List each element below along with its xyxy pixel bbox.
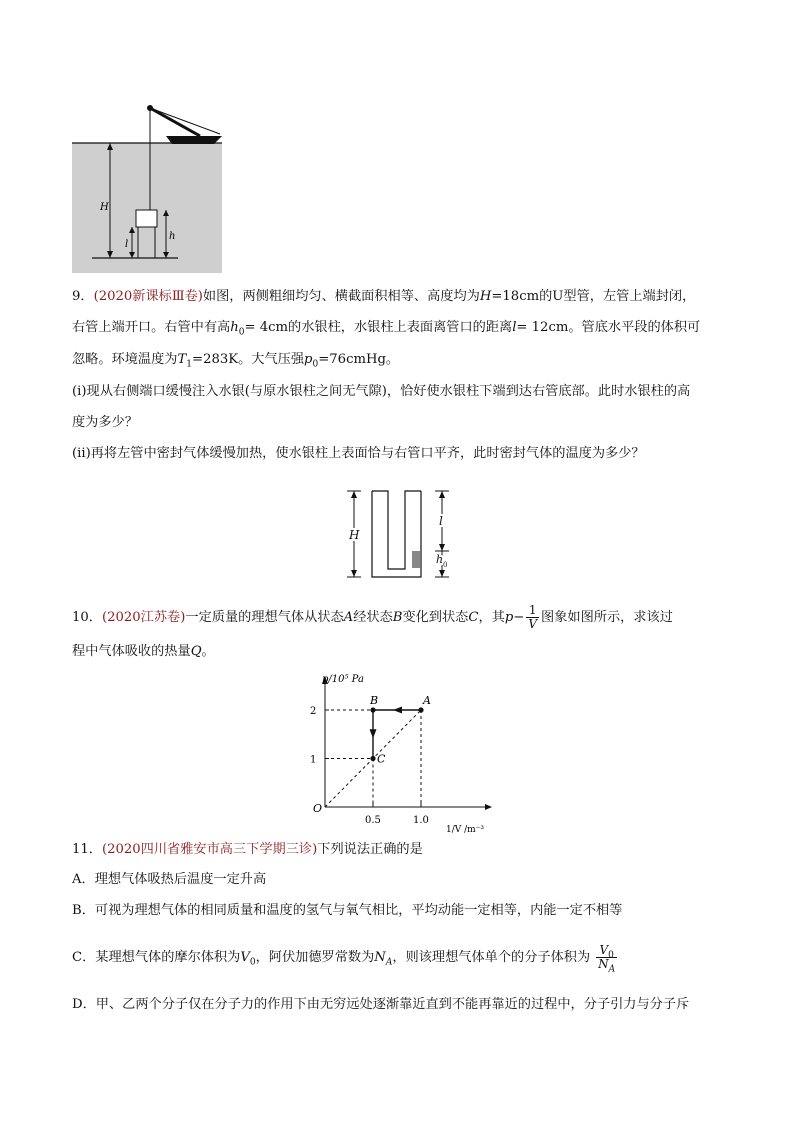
h0-arrow-bottom (439, 570, 445, 577)
label-h0-sub: 0 (443, 561, 448, 569)
q10-text: 程中气体吸收的热量 (72, 644, 191, 659)
fraction-numerator (596, 943, 617, 961)
x-tick-label: 0.5 (365, 815, 381, 826)
y-axis-label: p/10⁵ Pa (322, 674, 364, 685)
q9-source: (2020新课标Ⅲ卷) (93, 289, 203, 304)
q9-text: =76cmHg。 (318, 352, 400, 367)
point-label-A: A (423, 694, 431, 707)
crane-stay (150, 108, 220, 134)
q10-var-Q: Q (190, 644, 202, 659)
q11-option-d: D．甲、乙两个分子仅在分子力的作用下由无穷远处逐渐靠近直到不能再靠近的过程中，分子引力与分子斥 (72, 997, 690, 1012)
block (136, 210, 157, 227)
p-v-chart (300, 668, 500, 833)
q10-text: 。 (201, 644, 215, 659)
boat-hull (166, 136, 222, 144)
q9-line-5: 度为多少？ (72, 415, 138, 430)
x-axis-arrow (485, 804, 492, 810)
q9-text: 右管上端开口。右管中有高 (72, 320, 231, 335)
q11-text: C．某理想气体的摩尔体积为 (72, 950, 241, 965)
H-arrow-top (351, 491, 357, 498)
l-arrow-bottom (439, 544, 445, 551)
fraction-numerator: 1 (526, 604, 539, 618)
point-A (418, 707, 423, 712)
q10-text: 一定质量的理想气体从状态 (185, 610, 344, 625)
q10-fraction (526, 604, 539, 631)
q11-option-c (72, 943, 619, 975)
q10-var-B: B (392, 610, 403, 625)
y-tick-label: 1 (310, 754, 317, 766)
H-arrow-bottom (351, 570, 357, 577)
label-H: H (349, 528, 360, 542)
q9-text: =283K。大气压强 (192, 352, 305, 367)
var-V0: V (599, 943, 609, 957)
var-V0-sub: 0 (249, 957, 256, 968)
q9-var-T1-sub: 1 (186, 359, 193, 370)
q11-text: ，则该理想气体单个的分子体积为 (392, 950, 591, 965)
label-l: l (439, 514, 443, 528)
u-tube-figure (335, 487, 465, 587)
process-arrow-BC (370, 729, 377, 738)
point-label-C: C (377, 752, 386, 766)
y-tick-label: 2 (310, 706, 317, 717)
q9-text: =18cm的U型管，左管上端封闭， (491, 289, 696, 304)
q10-text: 经状态 (353, 610, 393, 625)
q11-option-a: A．理想气体吸热后温度一定升高 (72, 872, 267, 887)
q9-var-T1: T (177, 352, 187, 367)
q9-text: 如图，两侧粗细均匀、横截面积相等、高度均为 (202, 289, 480, 304)
q10-text: ，其 (478, 610, 505, 625)
label-h: h (169, 231, 176, 242)
label-h0: h (436, 553, 444, 566)
q10-var-C: C (468, 610, 479, 625)
x-axis-label: 1/V /m⁻³ (446, 825, 485, 833)
var-NA-sub: A (608, 964, 616, 975)
q9-line-4: (i)现从右侧端口缓慢注入水银(与原水银柱之间无气隙)，恰好使水银柱下端到达右管底部。此时水银柱的高 (72, 384, 691, 399)
point-C (370, 756, 375, 761)
q9-var-p0: p (304, 352, 313, 367)
label-l: l (125, 239, 129, 250)
q9-line-6: (ii)再将左管中密封气体缓慢加热，使水银柱上表面恰与右管口平齐，此时密封气体的温度为多少？ (72, 446, 645, 461)
q11-stem (72, 840, 423, 860)
var-V0-sub: 0 (608, 950, 614, 961)
process-arrow-AB (393, 707, 402, 714)
x-tick-label: 1.0 (413, 815, 429, 826)
q9-text: 忽略。环境温度为 (72, 352, 178, 367)
q9-text: = 12cm。管底水平段的体积可 (516, 320, 701, 335)
q10-number: 10． (72, 610, 102, 625)
point-label-B: B (370, 694, 379, 707)
q10-line-2 (72, 642, 215, 662)
q9-var-H: H (479, 289, 492, 304)
q11-option-b: B．可视为理想气体的相同质量和温度的氢气与氧气相比，平均动能一定相等，内能一定不相等 (72, 903, 623, 918)
q9-number: 9． (72, 289, 94, 304)
q9-text: = 4cm的水银柱，水银柱上表面离管口的距离 (244, 320, 513, 335)
label-H: H (100, 202, 109, 213)
origin-label: O (313, 802, 323, 815)
fraction-denominator: V (528, 617, 538, 631)
fraction-denominator (596, 957, 617, 975)
crane-figure (70, 100, 230, 276)
q10-dash: − (513, 610, 525, 625)
crane-boom (150, 108, 200, 136)
q11-text: ，阿伏加德罗常数为 (255, 950, 375, 965)
var-NA: N (374, 950, 386, 965)
water-region (72, 143, 222, 273)
q9-line-3 (72, 350, 399, 370)
var-V0: V (240, 950, 250, 965)
q10-line-1 (72, 604, 673, 631)
q9-var-h0: h (230, 320, 239, 335)
q11-source: (2020四川省雅安市高三下学期三诊) (101, 842, 318, 857)
var-NA: N (598, 957, 609, 971)
q11-text: 下列说法正确的是 (317, 842, 423, 857)
q10-var-A: A (343, 610, 354, 625)
mercury-column (412, 551, 420, 568)
pulley (147, 105, 153, 111)
q11-fraction (596, 943, 617, 975)
l-arrow-top (439, 491, 445, 498)
q9-var-p0-sub: 0 (312, 359, 319, 370)
q9-line-1 (72, 287, 695, 307)
q9-var-l: l (512, 320, 517, 335)
var-NA-sub: A (385, 957, 393, 968)
q9-line-2 (72, 318, 700, 338)
q10-text: 变化到状态 (402, 610, 469, 625)
q10-var-p: p (504, 610, 514, 625)
q10-text: 图象如图所示，求该过 (541, 610, 673, 625)
q10-source: (2020江苏卷) (101, 610, 186, 625)
point-B (370, 707, 375, 712)
q11-number: 11． (72, 842, 102, 857)
q9-var-h0-sub: 0 (238, 327, 245, 338)
